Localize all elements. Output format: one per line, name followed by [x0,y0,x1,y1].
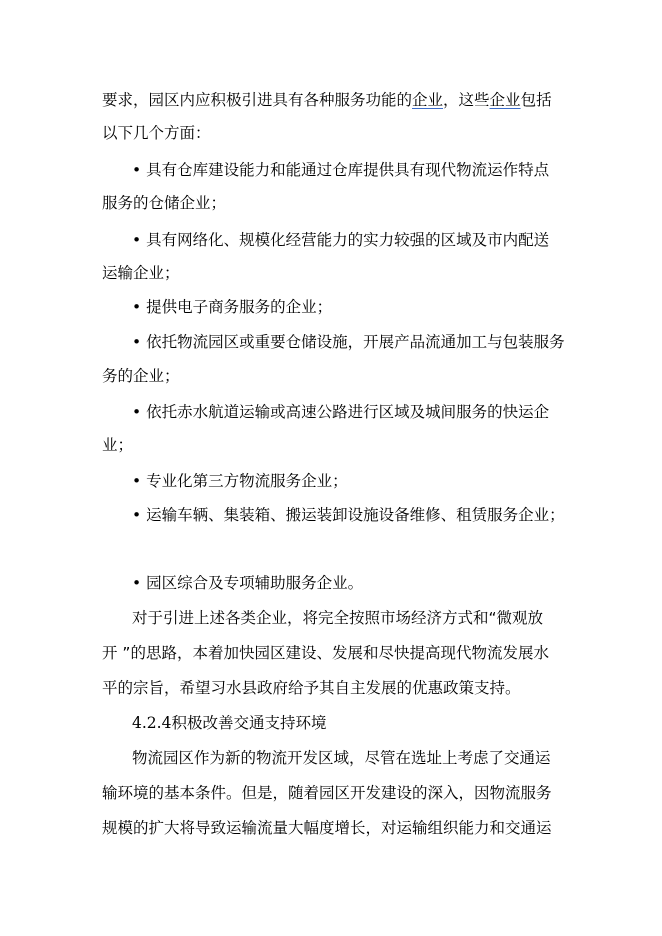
bullet-item: • 专业化第三方物流服务企业； [132,472,348,490]
transport-paragraph-line: 物流园区作为新的物流开发区域，尽管在选址上考虑了交通运 [132,749,551,767]
intro-underlined-word: 企业 [489,91,521,109]
intro-underlined-word: 企业 [412,91,444,109]
policy-paragraph-line: 开 ”的思路，本着加快园区建设、发展和尽快提高现代物流发展水 [102,644,549,662]
bullet-item-continuation: 务的企业； [102,367,180,385]
intro-text: ，这些 [443,91,490,109]
transport-paragraph-line: 输环境的基本条件。但是，随着园区开发建设的深入，因物流服务 [102,784,552,802]
intro-line-1 [102,90,552,110]
policy-paragraph-line: 平的宗旨，希望习水县政府给予其自主发展的优惠政策支持。 [102,679,521,697]
bullet-item: • 具有网络化、规模化经营能力的实力较强的区域及市内配送 [132,231,550,249]
bullet-item: • 具有仓库建设能力和能通过仓库提供具有现代物流运作特点 [132,161,550,179]
bullet-item: • 运输车辆、集装箱、搬运装卸设施设备维修、租赁服务企业； [132,506,565,524]
bullet-item: • 园区综合及专项辅助服务企业。 [132,574,364,592]
bullet-item: • 依托赤水航道运输或高速公路进行区域及城间服务的快运企 [132,403,550,421]
intro-text: 要求，园区内应积极引进具有各种服务功能的 [102,91,413,109]
intro-line-2: 以下几个方面： [102,124,211,142]
bullet-item-continuation: 运输企业； [102,264,180,282]
section-heading: 4.2.4积极改善交通支持环境 [132,714,327,732]
intro-text: 包括 [520,91,552,109]
bullet-item-continuation: 服务的仓储企业； [102,194,227,212]
policy-paragraph-line: 对于引进上述各类企业，将完全按照市场经济方式和“微观放 [132,609,544,627]
bullet-item-continuation: 业； [102,436,134,454]
bullet-item: • 提供电子商务服务的企业； [132,298,333,316]
bullet-item: • 依托物流园区或重要仓储设施，开展产品流通加工与包装服务 [132,333,565,351]
transport-paragraph-line: 规模的扩大将导致运输流量大幅度增长，对运输组织能力和交通运 [102,819,552,837]
